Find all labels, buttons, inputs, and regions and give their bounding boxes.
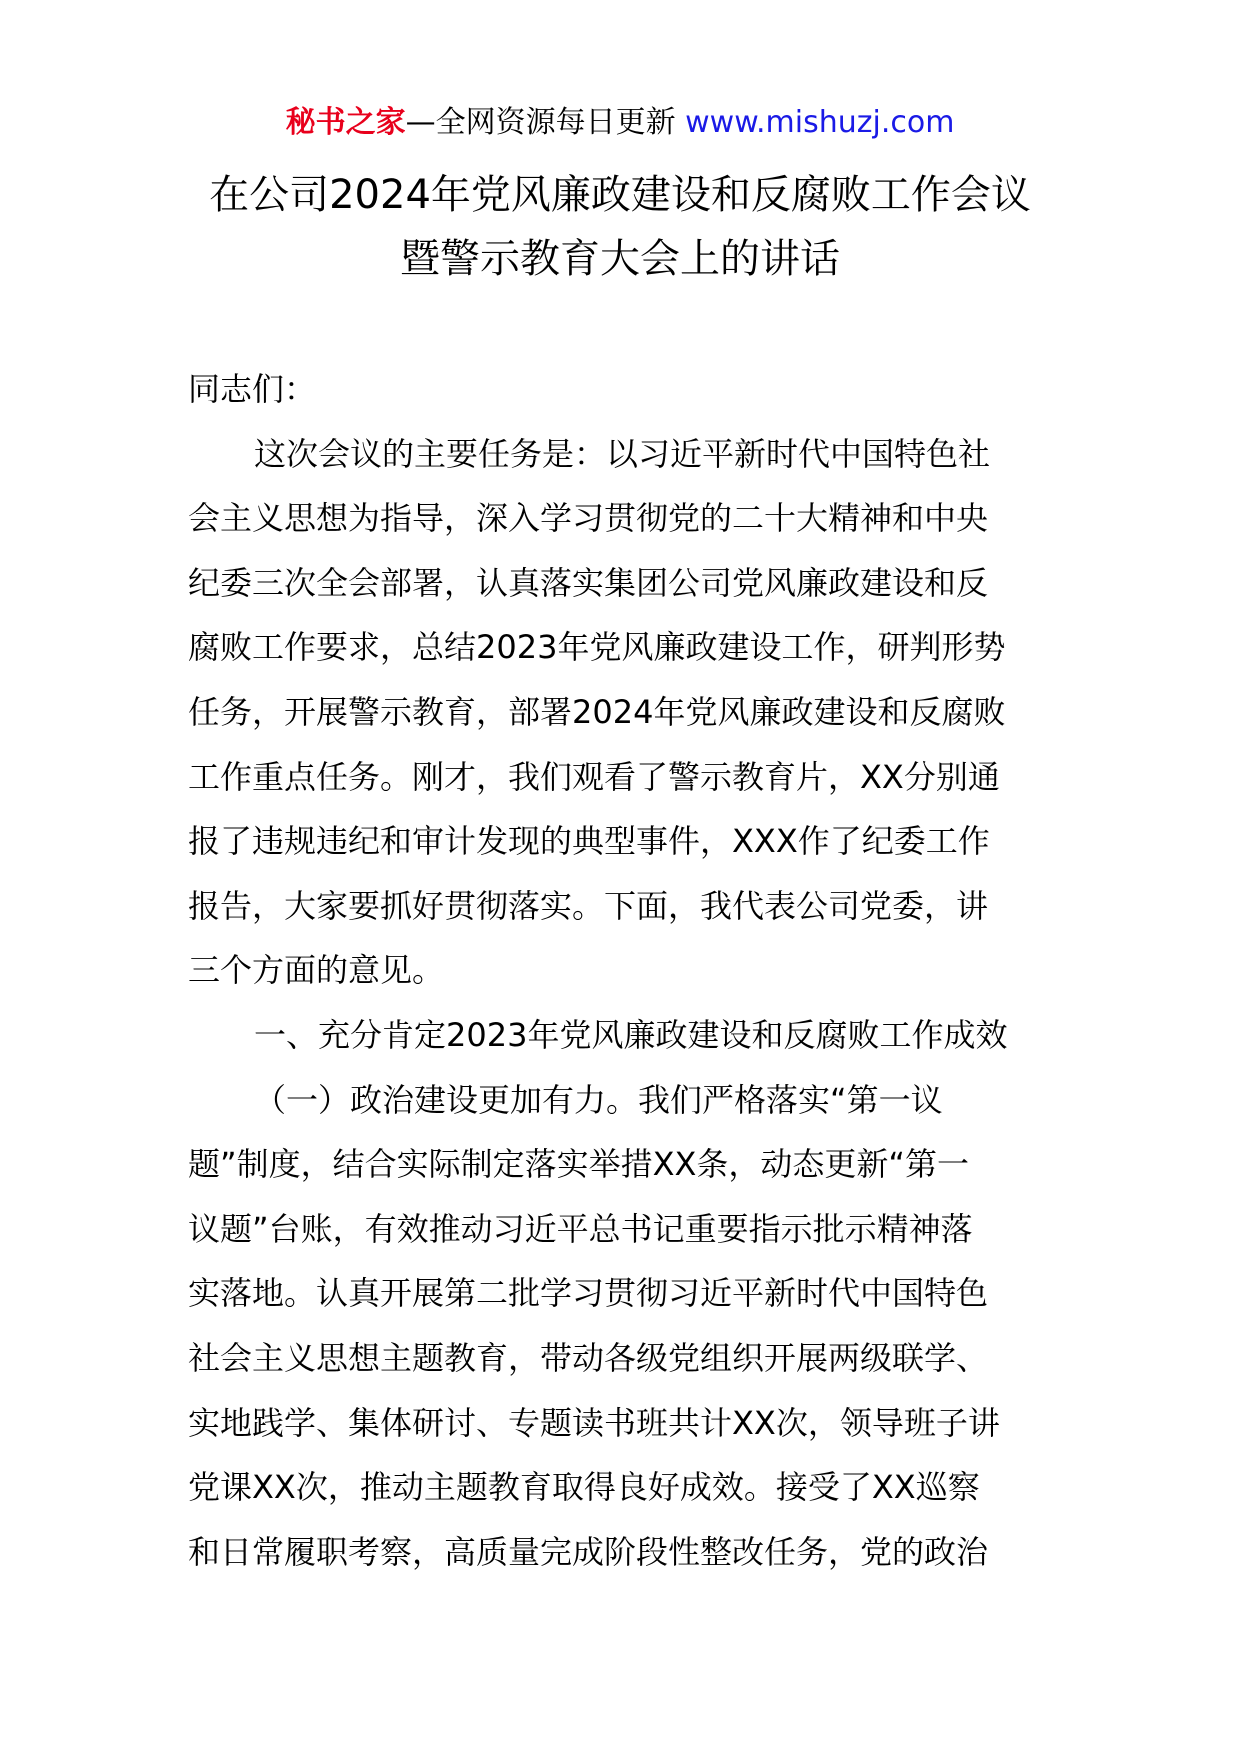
body-line: 纪委三次全会部署，认真落实集团公司党风廉政建设和反 <box>188 563 989 602</box>
body-line: （一）政治建设更加有力。我们严格落实“第一议 <box>254 1080 943 1119</box>
body-line: 和日常履职考察，高质量完成阶段性整改任务，党的政治 <box>188 1532 989 1571</box>
site-header <box>0 98 1240 148</box>
body-line: 实地践学、集体研讨、专题读书班共计XX次，领导班子讲 <box>188 1403 1000 1442</box>
body-line: 报了违规违纪和审计发现的典型事件，XXX作了纪委工作 <box>188 822 990 861</box>
title-line-2: 暨警示教育大会上的讲话 <box>400 236 840 282</box>
body-line: 题”制度，结合实际制定落实举措XX条，动态更新“第一 <box>188 1145 970 1184</box>
body-line: 报告，大家要抓好贯彻落实。下面，我代表公司党委，讲 <box>188 886 989 925</box>
body-line: 这次会议的主要任务是：以习近平新时代中国特色社 <box>254 434 991 473</box>
document-body <box>188 357 1056 1584</box>
body-line: 三个方面的意见。 <box>188 951 445 990</box>
body-line: 实落地。认真开展第二批学习贯彻习近平新时代中国特色 <box>188 1274 989 1313</box>
header-tagline: —全网资源每日更新 <box>405 105 676 140</box>
body-line: 腐败工作要求，总结2023年党风廉政建设工作，研判形势 <box>188 628 1006 667</box>
site-url-link[interactable]: www.mishuzj.com <box>685 105 955 140</box>
salutation: 同志们： <box>188 370 317 408</box>
body-line: 任务，开展警示教育，部署2024年党风廉政建设和反腐败 <box>188 692 1006 731</box>
body-line: 工作重点任务。刚才，我们观看了警示教育片，XX分别通 <box>188 757 1000 796</box>
title-line-1: 在公司2024年党风廉政建设和反腐败工作会议 <box>209 172 1031 218</box>
body-line: 议题”台账，有效推动习近平总书记重要指示批示精神落 <box>188 1209 973 1248</box>
body-line: 会主义思想为指导，深入学习贯彻党的二十大精神和中央 <box>188 499 989 538</box>
body-line: 党课XX次，推动主题教育取得良好成效。接受了XX巡察 <box>188 1468 980 1507</box>
body-line: 社会主义思想主题教育，带动各级党组织开展两级联学、 <box>188 1338 989 1377</box>
section-heading: 一、充分肯定2023年党风廉政建设和反腐败工作成效 <box>254 1015 1008 1054</box>
brand-name: 秘书之家 <box>285 105 406 140</box>
document-title <box>0 163 1240 291</box>
